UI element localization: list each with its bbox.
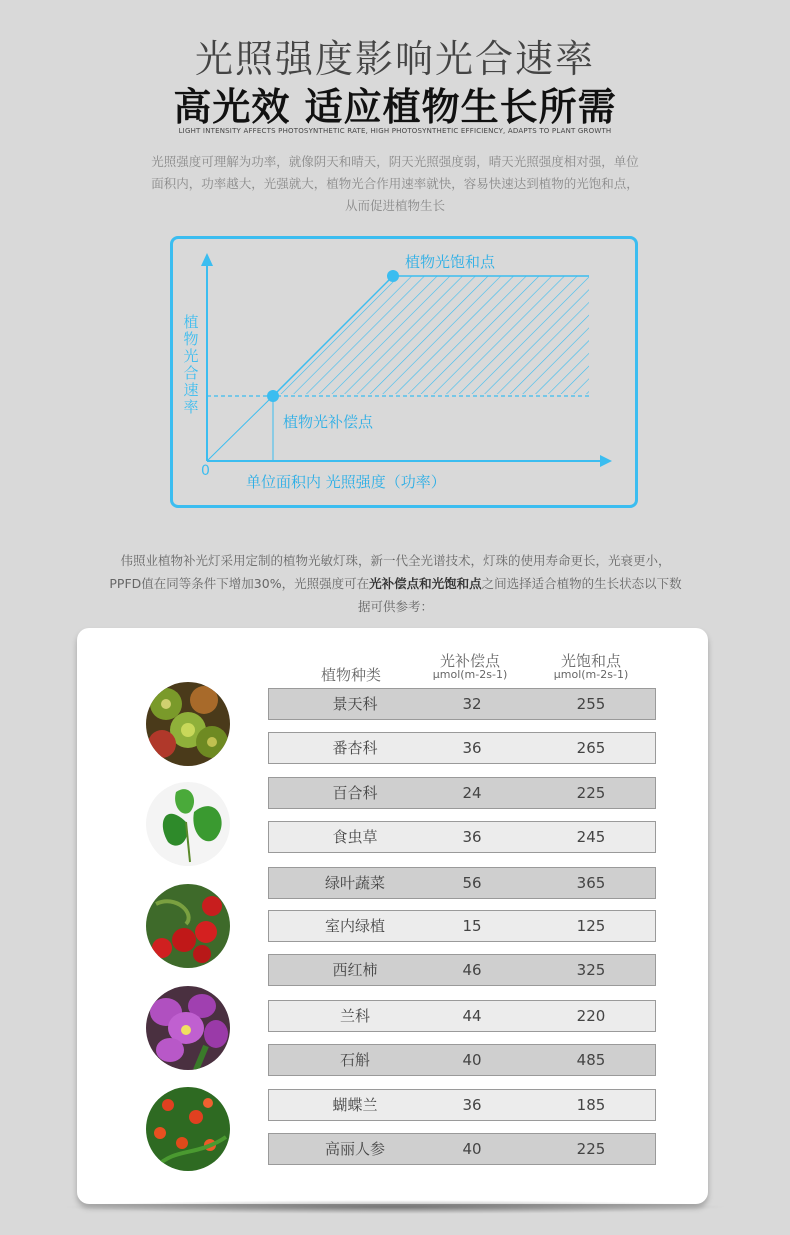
table-row [268,821,656,853]
compensation-point [267,390,279,402]
red-flower-photo [146,1087,230,1171]
leaf-icon [146,782,230,866]
compensation-cell: 36 [462,1096,482,1114]
compensation-cell: 15 [462,917,482,935]
table-row [268,1044,656,1076]
plant-name-cell: 百合科 [332,784,378,802]
saturation-cell: 245 [576,828,606,846]
compensation-point-label: 植物光补偿点 [283,413,374,431]
saturation-cell: 125 [576,917,606,935]
compensation-cell: 44 [462,1007,482,1025]
table-row [268,1133,656,1165]
hatched-region [273,276,589,396]
plant-name-cell: 高丽人参 [324,1140,385,1158]
saturation-cell: 220 [576,1007,606,1025]
page-title: 光照强度影响光合速率 [194,37,595,81]
compensation-cell: 36 [462,739,482,757]
card-shadow [60,1200,730,1214]
saturation-cell: 185 [576,1096,606,1114]
table-row [268,688,656,720]
saturation-point [387,270,399,282]
plant-name-cell: 番杏科 [332,739,378,757]
light-curve-svg [0,0,790,520]
plant-name-cell: 蝴蝶兰 [332,1096,378,1114]
plant-name-cell: 西红柿 [332,961,378,979]
tomato-photo [146,884,230,968]
orchid-photo [146,986,230,1070]
header-compensation-unit: μmol(m-2s-1) [432,668,508,681]
table-row [268,910,656,942]
compensation-cell: 56 [462,874,482,892]
compensation-cell: 46 [462,961,482,979]
compensation-cell: 32 [462,695,482,713]
table-row [268,954,656,986]
english-subtitle: LIGHT INTENSITY AFFECTS PHOTOSYNTHETIC RATE, HIGH PHOTOSYNTHETIC EFFICIENCY, ADAPTS TO PLANT GROWTH [178,127,612,135]
header-saturation-unit: μmol(m-2s-1) [553,668,629,681]
curve-lower [207,396,273,461]
x-axis-label: 单位面积内 光照强度（功率） [246,473,446,491]
description-text-2: 之间选择适合植物的生长状态以下数据可供参考： [357,576,682,614]
saturation-cell: 225 [576,1140,606,1158]
saturation-cell: 255 [576,695,606,713]
table-row [268,732,656,764]
description-paragraph [108,549,683,618]
table-row [268,1089,656,1121]
green-leaf-photo [146,782,230,866]
y-axis-arrow [201,253,213,266]
header-plant: 植物种类 [320,666,381,684]
succulent-icon [146,682,230,766]
table-row [268,867,656,899]
saturation-cell: 265 [576,739,606,757]
orchid-icon [146,986,230,1070]
y-axis-label: 植物光合速率 [183,313,199,416]
description-text-1: 伟照业植物补光灯采用定制的植物光敏灯珠，新一代全光谱技术，灯珠的使用寿命更长，光衰更小，PPFD值在同等条件下增加30%，光照强度可在 [109,553,671,591]
succulent-photo [146,682,230,766]
compensation-cell: 36 [462,828,482,846]
intro-paragraph: 光照强度可理解为功率，就像阴天和晴天，阴天光照强度弱，晴天光照强度相对强，单位面积内，功率越大，光强就大，植物光合作用速率就快，容易快速达到植物的光饱和点，从而促进植物生长 [151,154,639,213]
saturation-cell: 365 [576,874,606,892]
table-row [268,777,656,809]
plant-name-cell: 室内绿植 [324,917,385,935]
x-axis-arrow [600,455,612,467]
description-highlight: 光补偿点和光饱和点 [369,576,482,591]
compensation-cell: 40 [462,1051,482,1069]
header-compensation: 光补偿点 [439,652,500,670]
origin-label: 0 [201,463,210,479]
saturation-cell: 225 [576,784,606,802]
table-row [268,1000,656,1032]
page-headline: 高光效 适应植物生长所需 [173,85,617,129]
flower-icon [146,1087,230,1171]
header-saturation: 光饱和点 [560,652,621,670]
saturation-point-label: 植物光饱和点 [405,253,496,271]
saturation-cell: 485 [576,1051,606,1069]
compensation-cell: 24 [462,784,482,802]
plant-name-cell: 石斛 [339,1051,370,1069]
plant-name-cell: 食虫草 [332,828,378,846]
compensation-cell: 40 [462,1140,482,1158]
plant-name-cell: 景天科 [332,695,378,713]
plant-name-cell: 兰科 [339,1007,370,1025]
tomato-icon [146,884,230,968]
plant-name-cell: 绿叶蔬菜 [324,874,385,892]
saturation-cell: 325 [576,961,606,979]
